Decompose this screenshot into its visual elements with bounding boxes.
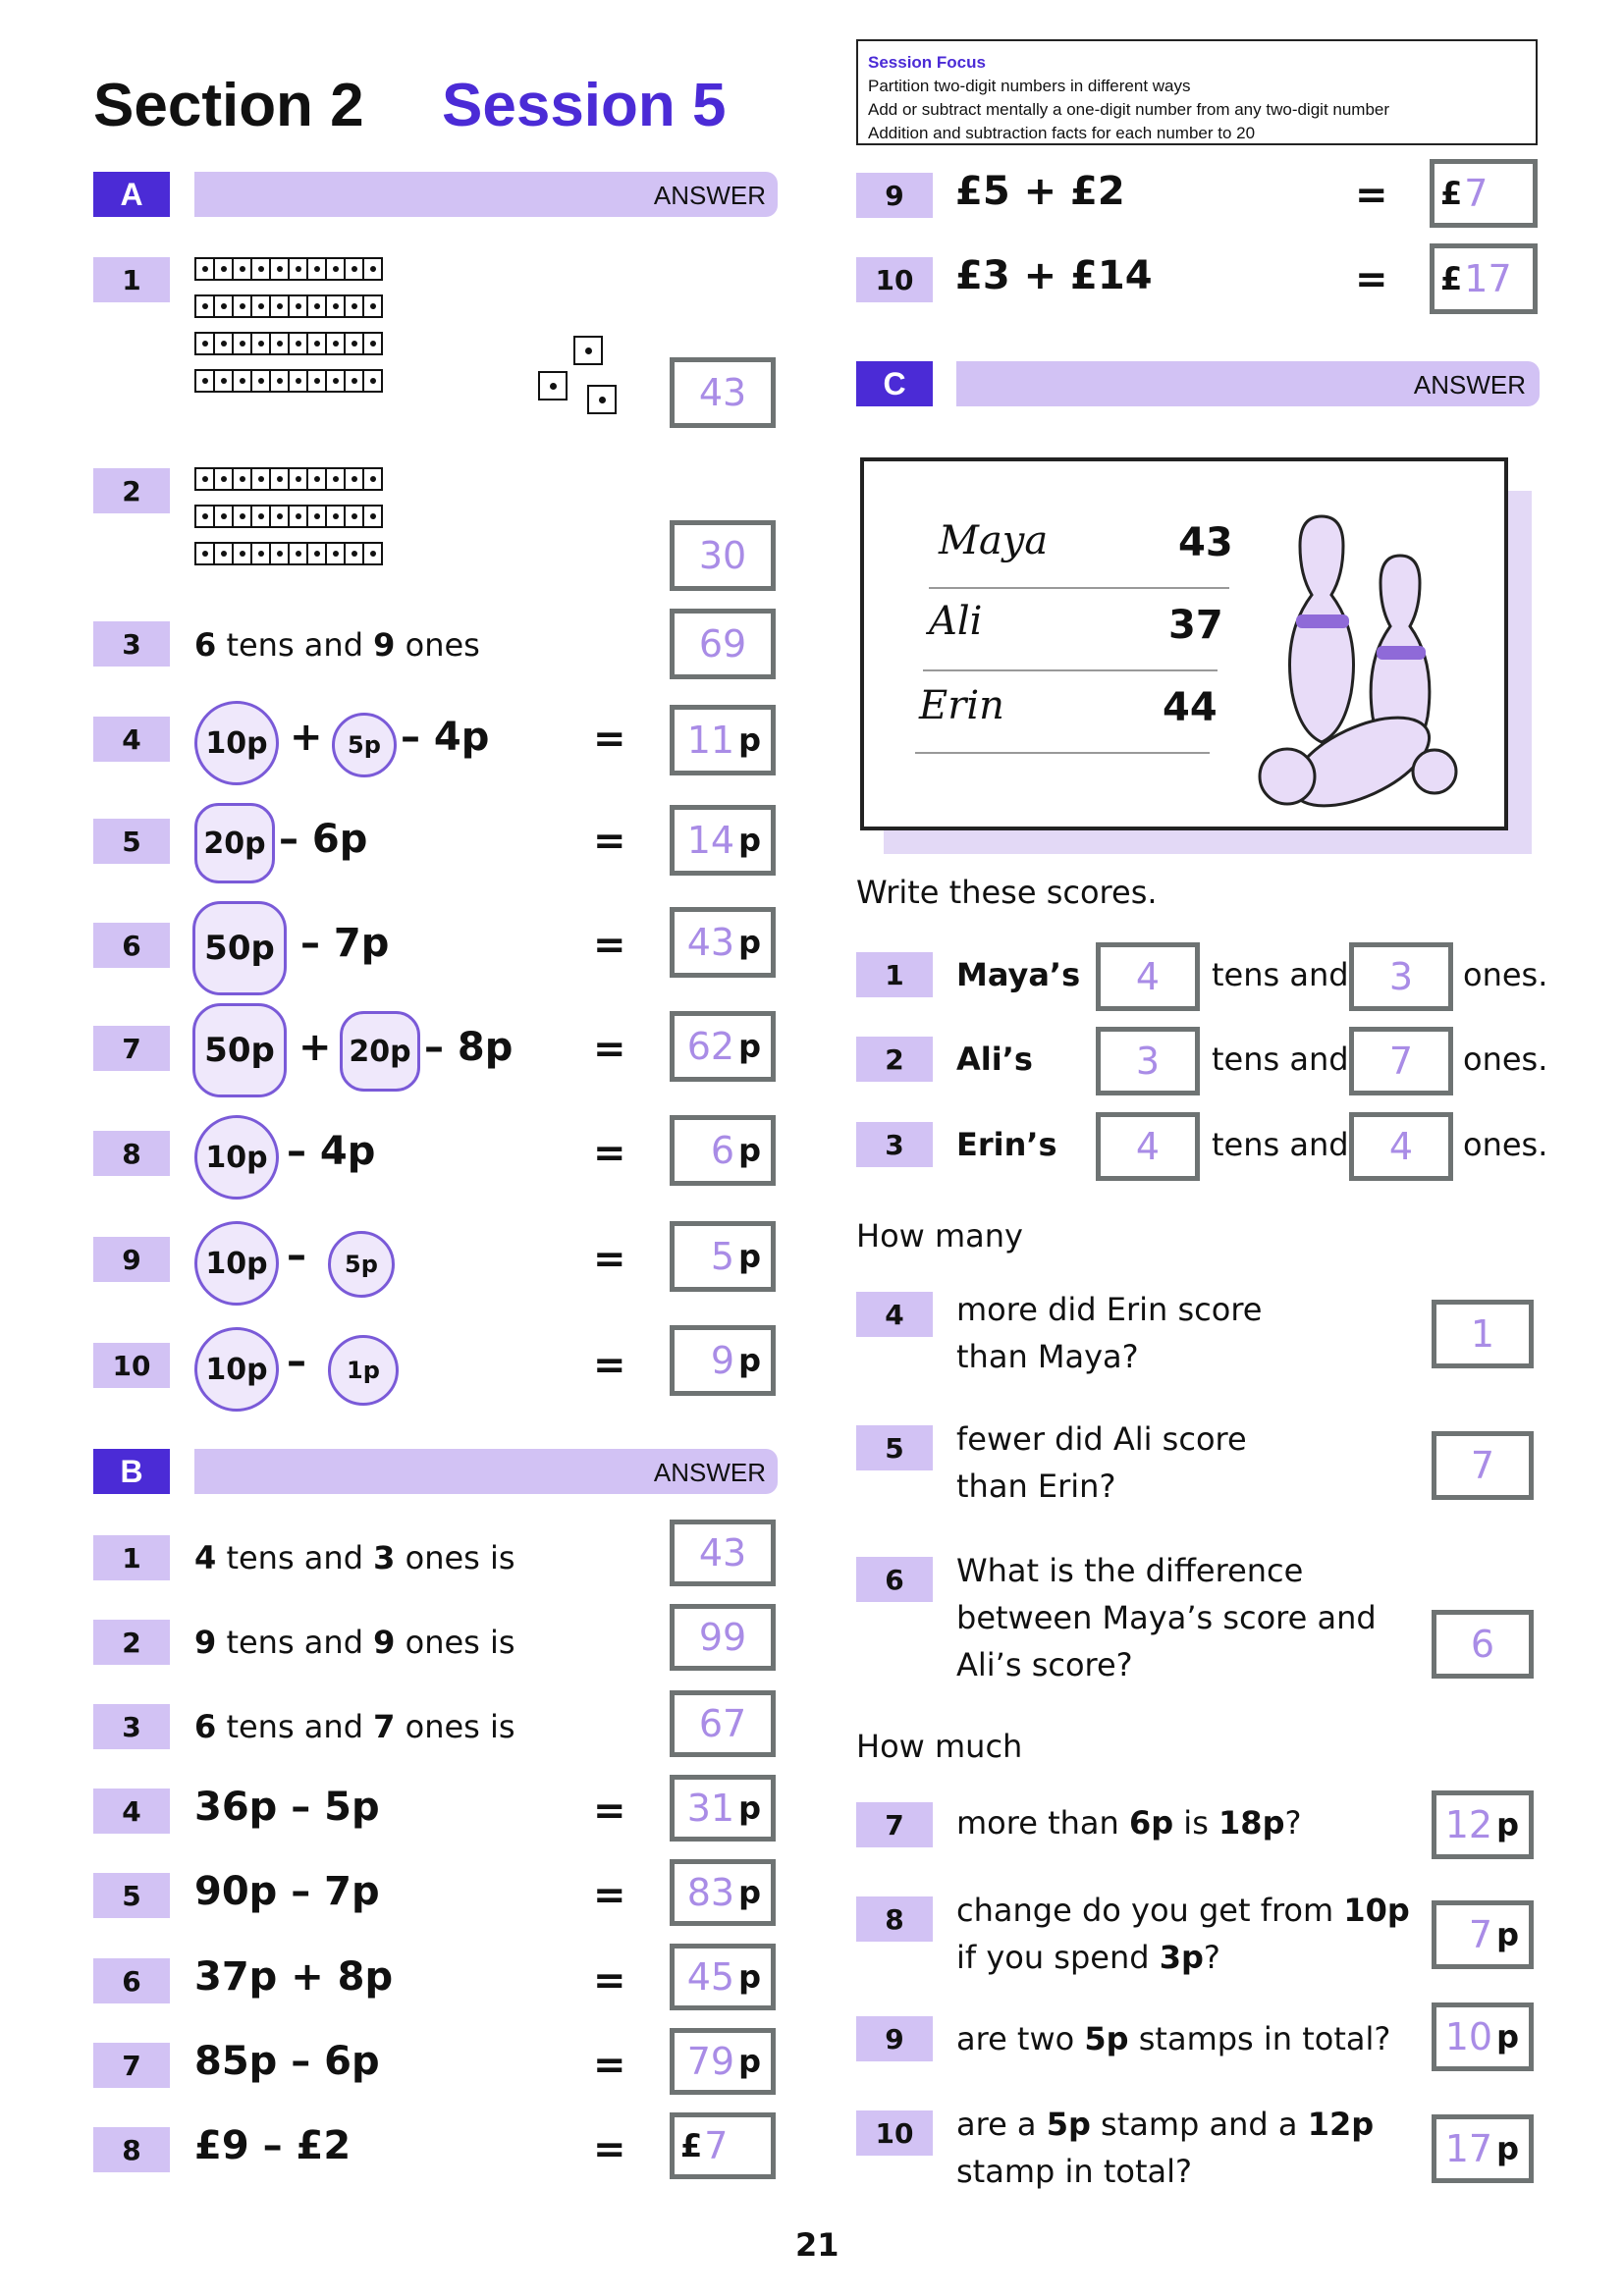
question-text bbox=[956, 1547, 1377, 1688]
answer-unit: p bbox=[738, 2043, 761, 2080]
answer-box[interactable] bbox=[1430, 243, 1538, 314]
answer-box[interactable] bbox=[670, 1604, 776, 1671]
question-line: fewer did Ali score bbox=[956, 1420, 1247, 1458]
focus-line: Add or subtract mentally a one-digit number from any two-digit number bbox=[868, 100, 1390, 119]
answer-box[interactable] bbox=[670, 805, 776, 876]
answer-value: 62 bbox=[686, 1025, 735, 1068]
question-text bbox=[956, 1286, 1262, 1380]
tens-label: tens and bbox=[226, 1624, 363, 1661]
coin-1p: 1p bbox=[328, 1335, 399, 1406]
answer-value: 4 bbox=[1135, 955, 1161, 998]
question-number: 9 bbox=[856, 2016, 933, 2061]
answer-box[interactable] bbox=[1432, 1610, 1534, 1679]
section-title: Section 2 bbox=[93, 72, 364, 139]
section-c-answer-label: ANSWER bbox=[1413, 370, 1526, 400]
tens-label: tens and bbox=[226, 626, 363, 664]
expression-rest: – 6p bbox=[279, 817, 368, 862]
question-number: 1 bbox=[93, 257, 170, 302]
answer-value: 30 bbox=[698, 534, 747, 577]
answer-unit: p bbox=[1496, 2018, 1519, 2056]
question-number: 5 bbox=[856, 1425, 933, 1470]
question-number: 2 bbox=[93, 468, 170, 513]
answer-box[interactable] bbox=[670, 1775, 776, 1842]
player-name: Maya’s bbox=[956, 956, 1081, 993]
tens-label: tens and bbox=[226, 1539, 363, 1576]
answer-value: 3 bbox=[1135, 1040, 1161, 1083]
answer-box[interactable] bbox=[1432, 1900, 1534, 1969]
tens-label: tens and bbox=[1212, 1041, 1349, 1078]
equals-sign: = bbox=[593, 1873, 626, 1918]
score-divider bbox=[929, 587, 1229, 589]
answer-value: 7 bbox=[1388, 1040, 1414, 1083]
instruction-text: Write these scores. bbox=[856, 874, 1158, 911]
answer-unit: p bbox=[1496, 1806, 1519, 1843]
answer-unit: p bbox=[738, 1238, 761, 1275]
answer-box[interactable] bbox=[670, 907, 776, 978]
answer-value: 43 bbox=[698, 1531, 747, 1575]
question-text bbox=[194, 1539, 515, 1576]
answer-box[interactable] bbox=[670, 609, 776, 679]
session-focus-box bbox=[856, 39, 1538, 145]
operator: – bbox=[287, 1339, 306, 1384]
question-line: more did Erin score bbox=[956, 1291, 1263, 1328]
ones-digit: 3 bbox=[373, 1539, 396, 1576]
question-number: 2 bbox=[856, 1037, 933, 1082]
question-number: 8 bbox=[856, 1896, 933, 1942]
question-number: 3 bbox=[93, 1704, 170, 1749]
question-number: 10 bbox=[856, 2110, 933, 2156]
answer-box[interactable] bbox=[670, 1944, 776, 2010]
answer-box[interactable] bbox=[670, 705, 776, 775]
answer-value: 83 bbox=[686, 1871, 735, 1914]
ones-label: ones. bbox=[1463, 956, 1548, 993]
answer-box[interactable] bbox=[1432, 1300, 1534, 1368]
expression: 90p – 7p bbox=[194, 1869, 380, 1914]
ten-rod bbox=[194, 294, 381, 318]
ones-digit: 7 bbox=[373, 1708, 396, 1745]
expression: £5 + £2 bbox=[955, 169, 1125, 214]
answer-value: 9 bbox=[710, 1339, 735, 1382]
ten-rod bbox=[194, 505, 381, 528]
equals-sign: = bbox=[593, 717, 626, 762]
pound-sign: £ bbox=[1440, 260, 1463, 297]
question-line: between Maya’s score and bbox=[956, 1599, 1377, 1636]
question-text bbox=[956, 1415, 1247, 1510]
question-number: 4 bbox=[93, 1789, 170, 1834]
question-number: 2 bbox=[93, 1620, 170, 1665]
question-number: 6 bbox=[93, 1958, 170, 2003]
session-title: Session 5 bbox=[442, 72, 727, 139]
how-many-heading: How many bbox=[856, 1217, 1023, 1255]
answer-value: 11 bbox=[686, 719, 735, 762]
ten-rod bbox=[194, 542, 381, 565]
answer-box[interactable] bbox=[670, 1520, 776, 1586]
ones-answer-box[interactable] bbox=[1349, 1112, 1453, 1181]
expression: 85p – 6p bbox=[194, 2039, 380, 2084]
answer-value: 4 bbox=[1388, 1125, 1414, 1168]
one-cube bbox=[538, 371, 568, 400]
question-number: 1 bbox=[856, 952, 933, 997]
answer-box[interactable] bbox=[1430, 159, 1538, 228]
coin-10p: 10p bbox=[194, 1327, 279, 1412]
coin-50p: 50p bbox=[192, 1003, 287, 1097]
question-number: 8 bbox=[93, 1131, 170, 1176]
skittles-illustration bbox=[1253, 497, 1508, 821]
tens-label: tens and bbox=[226, 1708, 363, 1745]
ones-label: ones bbox=[405, 626, 480, 664]
answer-box[interactable] bbox=[1432, 1431, 1534, 1500]
equals-sign: = bbox=[593, 2127, 626, 2172]
tens-answer-box[interactable] bbox=[1096, 1027, 1200, 1095]
tens-digit: 9 bbox=[194, 1624, 217, 1661]
question-number: 9 bbox=[856, 173, 933, 218]
answer-box[interactable] bbox=[670, 1011, 776, 1082]
question-number: 6 bbox=[856, 1557, 933, 1602]
equals-sign: = bbox=[593, 1237, 626, 1282]
focus-line: Partition two-digit numbers in different ways bbox=[868, 77, 1191, 95]
answer-value: 7 bbox=[1468, 1913, 1493, 1956]
question-text: are two 5p stamps in total? bbox=[956, 2020, 1391, 2057]
answer-value: 14 bbox=[686, 819, 735, 862]
focus-line: Addition and subtraction facts for each number to 20 bbox=[868, 124, 1256, 142]
question-text: are a 5p stamp and a 12p stamp in total? bbox=[956, 2106, 1375, 2190]
expression: £9 – £2 bbox=[194, 2123, 352, 2168]
expression-rest: – 4p bbox=[401, 715, 490, 760]
pound-sign: £ bbox=[680, 2127, 703, 2164]
tens-digit: 6 bbox=[194, 626, 217, 664]
answer-box[interactable] bbox=[670, 1221, 776, 1292]
answer-unit: p bbox=[1496, 2130, 1519, 2167]
answer-value: 12 bbox=[1444, 1803, 1493, 1846]
answer-value: 17 bbox=[1464, 257, 1512, 300]
equals-sign: = bbox=[593, 819, 626, 864]
question-number: 5 bbox=[93, 1873, 170, 1918]
operator: + bbox=[290, 715, 323, 760]
tens-label: tens and bbox=[1212, 956, 1349, 993]
pound-sign: £ bbox=[1440, 175, 1463, 212]
question-number: 1 bbox=[93, 1535, 170, 1580]
answer-unit: p bbox=[738, 924, 761, 961]
score-divider bbox=[915, 752, 1210, 754]
equals-sign: = bbox=[593, 1131, 626, 1176]
tens-blocks bbox=[194, 467, 381, 565]
tens-digit: 6 bbox=[194, 1708, 217, 1745]
answer-value: 6 bbox=[1470, 1623, 1495, 1666]
section-a-tag: A bbox=[93, 172, 170, 217]
answer-value: 43 bbox=[698, 371, 747, 414]
coin-5p: 5p bbox=[328, 1231, 395, 1298]
question-number: 7 bbox=[93, 2043, 170, 2088]
tens-blocks bbox=[194, 257, 381, 393]
expression: £3 + £14 bbox=[955, 253, 1153, 298]
question-line: Ali’s score? bbox=[956, 1646, 1133, 1683]
tens-label: tens and bbox=[1212, 1126, 1349, 1163]
question-number: 9 bbox=[93, 1237, 170, 1282]
answer-box[interactable] bbox=[670, 2028, 776, 2095]
answer-value: 45 bbox=[686, 1955, 735, 1999]
ones-answer-box[interactable] bbox=[1349, 942, 1453, 1011]
coin-10p: 10p bbox=[194, 701, 279, 785]
question-number: 7 bbox=[93, 1026, 170, 1071]
answer-value: 17 bbox=[1444, 2127, 1493, 2170]
answer-value: 7 bbox=[704, 2124, 729, 2167]
question-text: change do you get from 10p if you spend 3p? bbox=[956, 1892, 1410, 1976]
answer-value: 69 bbox=[698, 622, 747, 666]
score-name: Erin bbox=[919, 683, 1004, 728]
answer-box[interactable] bbox=[1432, 2002, 1534, 2071]
player-name: Erin’s bbox=[956, 1126, 1057, 1163]
one-cube bbox=[573, 336, 603, 365]
answer-box[interactable] bbox=[670, 357, 776, 428]
question-text bbox=[194, 626, 480, 664]
expression-rest: – 4p bbox=[287, 1129, 376, 1174]
coin-20p: 20p bbox=[340, 1011, 420, 1092]
question-text bbox=[194, 1624, 515, 1661]
score-value: 37 bbox=[1168, 603, 1223, 648]
question-number: 10 bbox=[856, 257, 933, 302]
answer-unit: p bbox=[738, 1028, 761, 1065]
answer-unit: p bbox=[738, 822, 761, 859]
equals-sign: = bbox=[1355, 257, 1388, 302]
ten-rod bbox=[194, 332, 381, 355]
answer-box[interactable] bbox=[670, 1115, 776, 1186]
answer-box[interactable] bbox=[670, 520, 776, 591]
question-number: 7 bbox=[856, 1802, 933, 1847]
question-number: 10 bbox=[93, 1343, 170, 1388]
question-number: 4 bbox=[856, 1292, 933, 1337]
answer-box[interactable] bbox=[670, 1690, 776, 1757]
answer-unit: p bbox=[738, 1874, 761, 1911]
ones-label: ones. bbox=[1463, 1041, 1548, 1078]
equals-sign: = bbox=[1355, 173, 1388, 218]
equals-sign: = bbox=[593, 2043, 626, 2088]
coin-5p: 5p bbox=[332, 713, 397, 777]
question-number: 3 bbox=[856, 1122, 933, 1167]
answer-unit: p bbox=[738, 721, 761, 759]
ones-digit: 9 bbox=[373, 1624, 396, 1661]
answer-value: 79 bbox=[686, 2040, 735, 2083]
answer-value: 99 bbox=[698, 1616, 747, 1659]
ones-digit: 9 bbox=[373, 626, 396, 664]
answer-value: 6 bbox=[710, 1129, 735, 1172]
section-b-answer-label: ANSWER bbox=[653, 1458, 766, 1487]
ten-rod bbox=[194, 467, 381, 491]
page-number: 21 bbox=[795, 2226, 839, 2264]
question-line: than Maya? bbox=[956, 1338, 1139, 1375]
ten-rod bbox=[194, 369, 381, 393]
question-number: 5 bbox=[93, 819, 170, 864]
ones-label: ones is bbox=[405, 1708, 515, 1745]
score-name: Maya bbox=[939, 518, 1049, 563]
player-name: Ali’s bbox=[956, 1041, 1033, 1078]
operator: – bbox=[287, 1233, 306, 1278]
coin-50p: 50p bbox=[192, 901, 287, 995]
answer-value: 1 bbox=[1470, 1312, 1495, 1356]
question-number: 6 bbox=[93, 923, 170, 968]
equals-sign: = bbox=[593, 923, 626, 968]
operator: + bbox=[298, 1025, 332, 1070]
answer-box[interactable] bbox=[1432, 2114, 1534, 2183]
answer-value: 43 bbox=[686, 921, 735, 964]
answer-unit: p bbox=[1496, 1916, 1519, 1953]
answer-unit: p bbox=[738, 1958, 761, 1996]
ones-label: ones. bbox=[1463, 1126, 1548, 1163]
expression-rest: – 8p bbox=[424, 1025, 514, 1070]
coin-10p: 10p bbox=[194, 1115, 279, 1200]
question-text bbox=[194, 1708, 515, 1745]
question-text: more than 6p is 18p? bbox=[956, 1804, 1302, 1842]
one-cube bbox=[587, 385, 617, 414]
ones-answer-box[interactable] bbox=[1349, 1027, 1453, 1095]
expression: 37p + 8p bbox=[194, 1954, 394, 2000]
tens-answer-box[interactable] bbox=[1096, 942, 1200, 1011]
answer-box[interactable] bbox=[670, 1325, 776, 1396]
section-a-answer-label: ANSWER bbox=[653, 181, 766, 210]
question-line: than Erin? bbox=[956, 1468, 1116, 1505]
tens-answer-box[interactable] bbox=[1096, 1112, 1200, 1181]
answer-box[interactable] bbox=[670, 1859, 776, 1926]
answer-value: 67 bbox=[698, 1702, 747, 1745]
question-number: 4 bbox=[93, 717, 170, 762]
equals-sign: = bbox=[593, 1027, 626, 1072]
answer-value: 5 bbox=[710, 1235, 735, 1278]
how-much-heading: How much bbox=[856, 1728, 1023, 1765]
answer-unit: p bbox=[738, 1789, 761, 1827]
answer-value: 31 bbox=[686, 1787, 735, 1830]
answer-unit: p bbox=[738, 1342, 761, 1379]
section-c-tag: C bbox=[856, 361, 933, 406]
answer-value: 4 bbox=[1135, 1125, 1161, 1168]
score-value: 44 bbox=[1163, 685, 1218, 730]
expression-rest: – 7p bbox=[300, 921, 390, 966]
answer-value: 7 bbox=[1470, 1444, 1495, 1487]
coin-20p: 20p bbox=[194, 803, 275, 883]
expression: 36p – 5p bbox=[194, 1785, 380, 1830]
equals-sign: = bbox=[593, 1789, 626, 1834]
section-b-tag: B bbox=[93, 1449, 170, 1494]
ten-rod bbox=[194, 257, 381, 281]
answer-value: 7 bbox=[1464, 172, 1489, 215]
equals-sign: = bbox=[593, 1958, 626, 2003]
answer-value: 3 bbox=[1388, 955, 1414, 998]
ones-label: ones is bbox=[405, 1539, 515, 1576]
session-focus-heading: Session Focus bbox=[868, 53, 986, 72]
score-name: Ali bbox=[929, 599, 983, 644]
answer-value: 10 bbox=[1444, 2015, 1493, 2058]
question-number: 8 bbox=[93, 2127, 170, 2172]
ones-label: ones is bbox=[405, 1624, 515, 1661]
score-divider bbox=[923, 669, 1218, 671]
question-number: 3 bbox=[93, 621, 170, 667]
answer-box[interactable] bbox=[670, 2112, 776, 2179]
score-value: 43 bbox=[1178, 520, 1233, 565]
tens-digit: 4 bbox=[194, 1539, 217, 1576]
answer-unit: p bbox=[738, 1132, 761, 1169]
coin-10p: 10p bbox=[194, 1221, 279, 1306]
answer-box[interactable] bbox=[1432, 1790, 1534, 1859]
equals-sign: = bbox=[593, 1343, 626, 1388]
question-line: What is the difference bbox=[956, 1552, 1304, 1589]
